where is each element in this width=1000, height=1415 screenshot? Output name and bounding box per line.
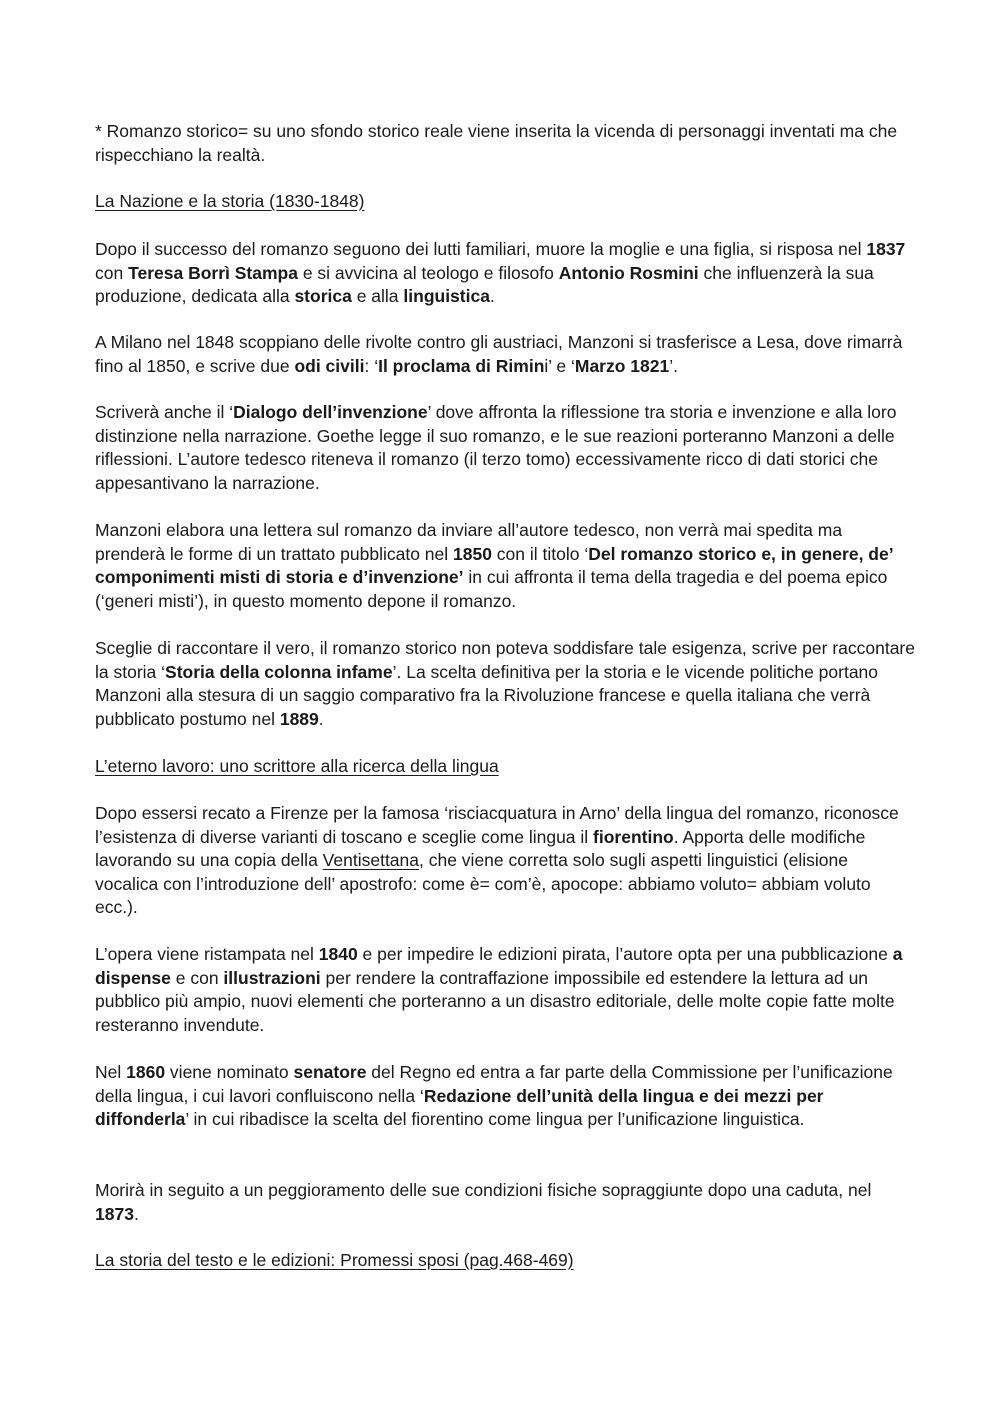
- text-run: che influenzerà la sua produzione, dedicata alla: [95, 262, 874, 306]
- text-run: ’.: [669, 355, 678, 376]
- bold-term: senatore: [293, 1062, 367, 1082]
- bold-term: Antonio Rosmini: [558, 262, 699, 283]
- paragraph-milano-1848: [95, 331, 915, 378]
- text-run: .: [133, 1203, 139, 1224]
- paragraph-ristampa-1840: [95, 943, 915, 1037]
- paragraph-colonna-infame: [95, 637, 915, 731]
- paragraph-morte-1873: [95, 1179, 915, 1226]
- text-run: in cui affronta il tema della tragedia e del poema epico (‘generi misti’), in questo momento depone il romanzo.: [95, 567, 888, 611]
- underlined-term: Ventisettana: [322, 850, 419, 870]
- text-run: del Regno ed entra a far parte della Commissione per l’unificazione della lingua, i cui lavori confluiscono nella ‘: [95, 1062, 893, 1106]
- text-run: .: [489, 286, 495, 306]
- bold-term: Del romanzo storico e, in genere, de’ componimenti misti di storia e d’invenzione’: [95, 543, 893, 587]
- bold-term: 1860: [126, 1062, 166, 1082]
- bold-term: 1837: [866, 239, 906, 259]
- bold-term: fiorentino: [593, 826, 674, 847]
- bold-term: 1873: [95, 1203, 134, 1224]
- bold-term: Teresa Borrì Stampa: [128, 262, 298, 283]
- section-heading-nazione-storia: La Nazione e la storia (1830-1848): [95, 191, 365, 211]
- bold-term: 1889: [279, 708, 319, 729]
- text-run: A Milano nel 1848 scoppiano delle rivolte contro gli austriaci, Manzoni si trasferisce a Lesa, dove rimarrà fino al 1850, e scrive due: [95, 332, 903, 376]
- text-run: e con: [170, 967, 224, 988]
- bold-term: Redazione dell’unità della lingua e dei mezzi per diffonderla: [95, 1085, 824, 1129]
- text-run: * Romanzo storico= su uno sfondo storico reale viene inserita la vicenda di personaggi inventati ma che rispecchiano la realtà.: [95, 121, 898, 165]
- bold-term: Il proclama di Rimin: [378, 355, 545, 376]
- text-run: per rendere la contraffazione impossibile ed estendere la lettura ad un pubblico più ampio, nuovi elementi che porteranno a un disastro editoriale, delle molte copie fatte molte resteranno invendute.: [95, 967, 895, 1035]
- section-heading-storia-testo: La storia del testo e le edizioni: Promessi sposi (pag.468-469): [95, 1250, 574, 1270]
- text-run: i’ e ‘: [544, 355, 575, 376]
- text-run: e si avvicina al teologo e filosofo: [297, 262, 559, 283]
- text-run: Manzoni elabora una lettera sul romanzo da inviare all’autore tedesco, non verrà mai spedita ma prenderà le forme di un trattato pubblicato nel: [95, 520, 843, 564]
- text-run: : ‘: [364, 355, 379, 376]
- text-run: e alla: [351, 286, 404, 306]
- bold-term: Dialogo dell’invenzione: [233, 402, 428, 422]
- paragraph-risciacquatura-arno: [95, 802, 915, 920]
- bold-term: 1840: [318, 944, 358, 964]
- text-run: Morirà in seguito a un peggioramento delle sue condizioni fisiche sopraggiunte dopo una caduta, nel: [95, 1180, 872, 1200]
- bold-term: 1850: [453, 543, 492, 564]
- text-run: L’opera viene ristampata nel: [95, 944, 319, 964]
- bold-term: Storia della colonna infame: [165, 661, 393, 682]
- text-run: ’. La scelta definitiva per la storia e le vicende politiche portano Manzoni alla stesura di un saggio comparativo fra la Rivoluzione francese e quella italiana che verrà pubblicato postumo nel: [95, 661, 879, 729]
- footnote-romanzo-storico: [95, 120, 915, 167]
- text-run: Scriverà anche il ‘: [95, 402, 234, 422]
- text-run: viene nominato: [165, 1062, 294, 1082]
- text-run: con: [95, 262, 129, 283]
- paragraph-dialogo-invenzione: [95, 401, 915, 495]
- text-run: Dopo il successo del romanzo seguono dei lutti familiari, muore la moglie e una figlia, si risposa nel: [95, 239, 867, 259]
- bold-term: storica: [294, 286, 352, 306]
- text-run: ’ dove affronta la riflessione tra storia e invenzione e alla loro distinzione nella narrazione. Goethe legge il suo romanzo, e le sue reazioni porteranno Manzoni a delle riflessioni. L’autore tedesco riteneva il romanzo (il terzo tomo) eccessivamente ricco di dati storici che appesantivano la narrazione.: [95, 402, 897, 493]
- bold-term: illustrazioni: [223, 967, 321, 988]
- paragraph-lutti-familiari: [95, 238, 915, 309]
- text-run: e per impedire le edizioni pirata, l’autore opta per una pubblicazione: [357, 944, 893, 964]
- text-run: . Apporta delle modifiche lavorando su una copia della: [95, 826, 866, 870]
- bold-term: linguistica: [403, 286, 490, 306]
- paragraph-senatore-1860: [95, 1061, 915, 1132]
- text-run: , che viene corretta solo sugli aspetti linguistici (elisione vocalica con l’introduzione dell’ apostrofo: come è= com’è, apocope: abbiamo voluto= abbiam voluto ecc.).: [95, 850, 871, 917]
- text-run: Dopo essersi recato a Firenze per la famosa ‘risciacquatura in Arno’ della lingua del romanzo, riconosce l’esistenza di diverse varianti di toscano e sceglie come lingua il: [95, 803, 899, 847]
- text-run: Sceglie di raccontare il vero, il romanzo storico non poteva soddisfare tale esigenza, scrive per raccontare la storia ‘: [95, 638, 915, 682]
- text-run: ’ in cui ribadisce la scelta del fiorentino come lingua per l’unificazione linguistica.: [185, 1109, 805, 1129]
- text-run: con il titolo ‘: [491, 543, 589, 564]
- text-run: .: [318, 708, 324, 729]
- bold-term: a dispense: [95, 944, 903, 988]
- bold-term: odi civili: [294, 355, 365, 376]
- text-run: Nel: [95, 1062, 127, 1082]
- bold-term: Marzo 1821: [574, 355, 670, 376]
- paragraph-lettera-romanzo: [95, 519, 915, 613]
- section-heading-eterno-lavoro: L’eterno lavoro: uno scrittore alla ricerca della lingua: [95, 756, 499, 776]
